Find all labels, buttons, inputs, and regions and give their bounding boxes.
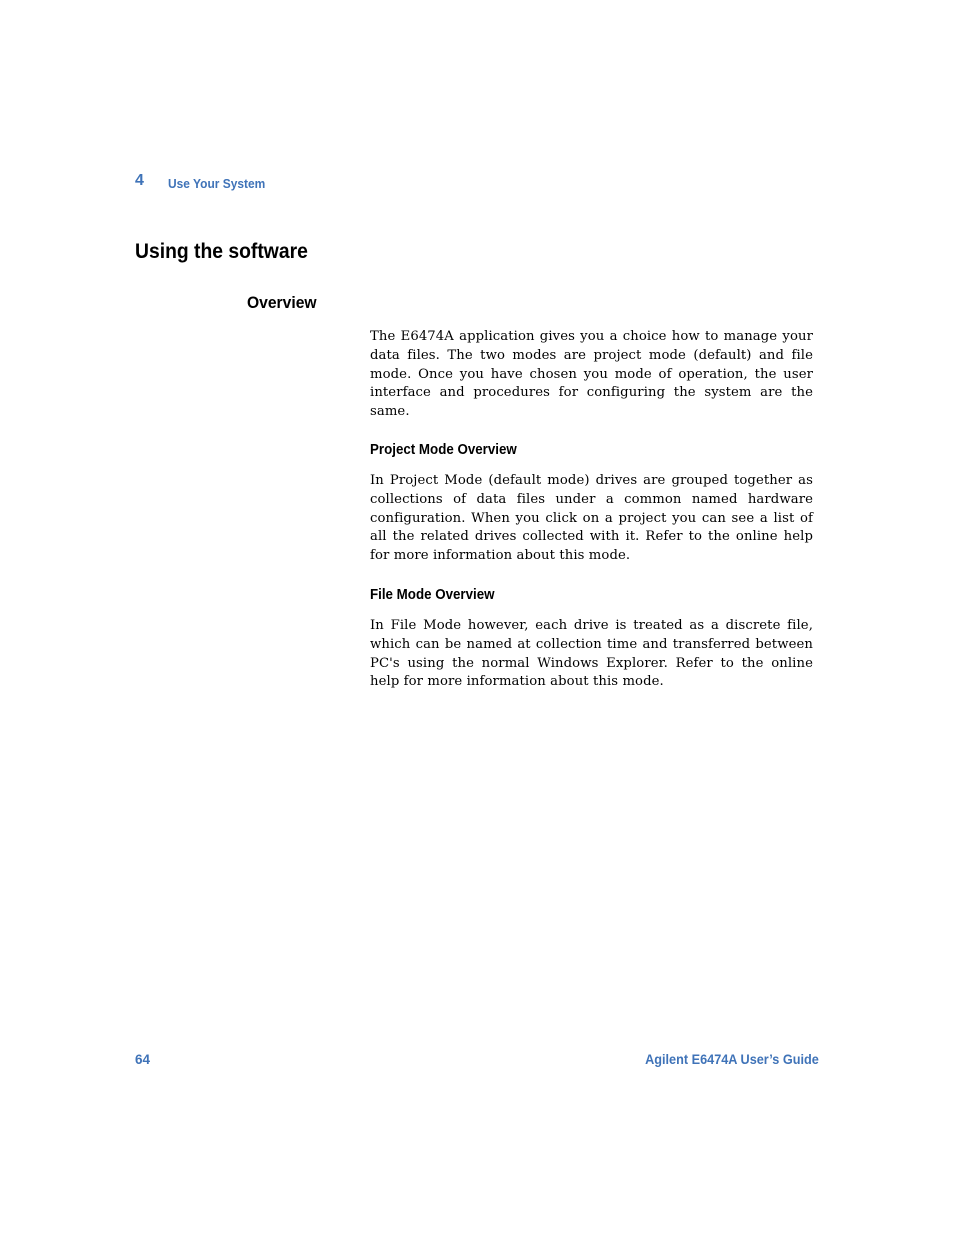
overview-heading: Overview	[247, 293, 317, 312]
section-heading: Using the software	[135, 240, 308, 263]
footer-page-number: 64	[135, 1052, 151, 1067]
footer-guide-title: Agilent E6474A User’s Guide	[645, 1052, 819, 1067]
overview-paragraph: The E6474A application gives you a choice how to manage your data files. The two modes are project mode (default) and file mode. Once you have chosen you mode of operation, the user interface and procedures for configuring the system are the same.	[370, 329, 813, 420]
file-mode-heading: File Mode Overview	[370, 587, 495, 603]
file-mode-paragraph: In File Mode however, each drive is treated as a discrete file, which can be named at collection time and transferred between PC's using the normal Windows Explorer. Refer to the online help for more information about this mode.	[370, 618, 813, 690]
project-mode-paragraph: In Project Mode (default mode) drives are grouped together as collections of data files under a common named hardware configuration. When you click on a project you can see a list of all the related drives collected with it. Refer to the online help for more information about this mode.	[370, 473, 813, 564]
project-mode-heading: Project Mode Overview	[370, 442, 517, 458]
chapter-number: 4	[135, 172, 144, 189]
chapter-title: Use Your System	[168, 176, 266, 191]
